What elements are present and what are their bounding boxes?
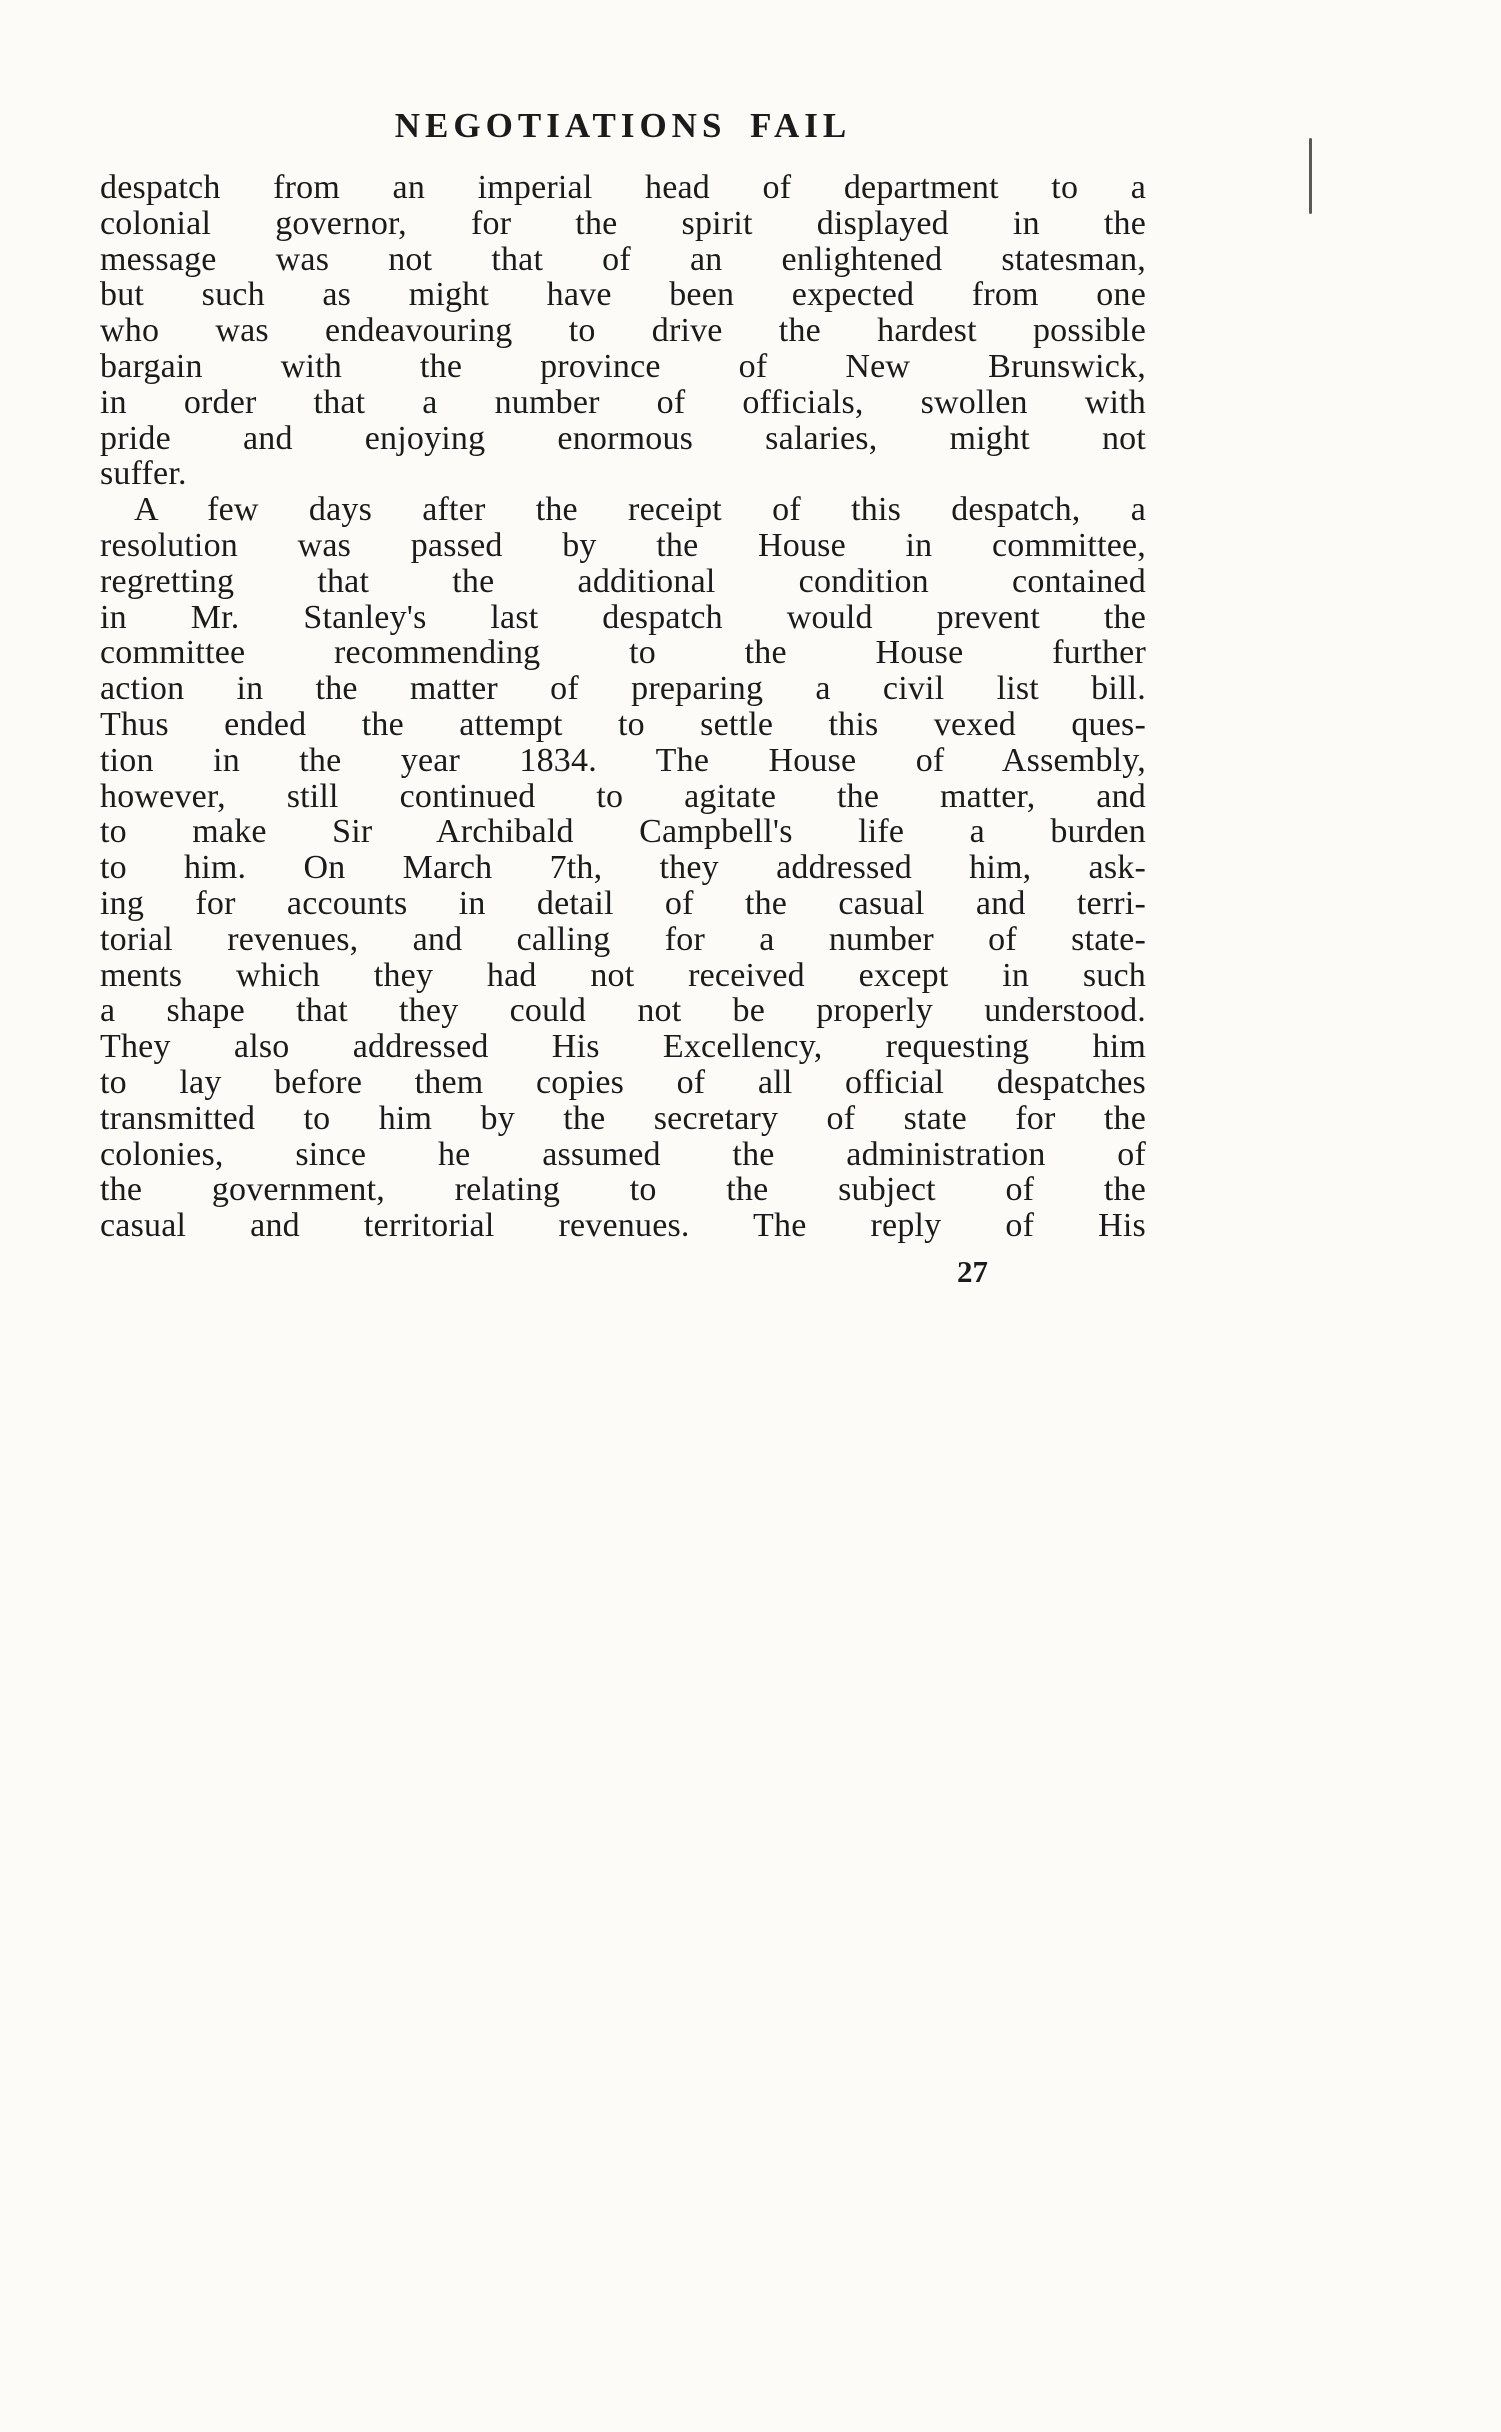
text-line: They also addressed His Excellency, requesting him [100, 1028, 1146, 1066]
text-line: action in the matter of preparing a civil list bill. [100, 670, 1146, 708]
text-line: the government, relating to the subject of the [100, 1171, 1146, 1209]
text-line: in order that a number of officials, swollen with [100, 383, 1146, 421]
text-line: colonies, since he assumed the administration of [100, 1135, 1146, 1173]
text-line: casual and territorial revenues. The reply of His [100, 1207, 1146, 1245]
text-line: bargain with the province of New Brunswick, [100, 347, 1146, 385]
text-line: to lay before them copies of all official despatches [100, 1063, 1146, 1101]
text-line: torial revenues, and calling for a number of state- [100, 920, 1146, 958]
text-line: ments which they had not received except in such [100, 956, 1146, 994]
text-line: to make Sir Archibald Campbell's life a burden [100, 813, 1146, 851]
text-line: A few days after the receipt of this despatch, a [134, 491, 1146, 529]
text-line: in Mr. Stanley's last despatch would prevent the [100, 598, 1146, 636]
page-number: 27 [957, 1254, 988, 1289]
text-line: but such as might have been expected from one [100, 276, 1146, 314]
text-line: resolution was passed by the House in committee, [100, 526, 1146, 564]
text-line: despatch from an imperial head of department to a [100, 169, 1146, 206]
text-line: colonial governor, for the spirit displayed in the [100, 204, 1146, 242]
text-line: to him. On March 7th, they addressed him, ask- [100, 849, 1146, 887]
text-line: ing for accounts in detail of the casual and terri- [100, 884, 1146, 922]
text-line: suffer. [100, 455, 187, 493]
text-line: pride and enjoying enormous salaries, might not [100, 419, 1146, 457]
text-block [100, 170, 1146, 1244]
text-line: who was endeavouring to drive the hardest possible [100, 312, 1146, 350]
text-line: however, still continued to agitate the matter, and [100, 777, 1146, 815]
running-header: NEGOTIATIONS FAIL [394, 106, 852, 145]
text-line: regretting that the additional condition contained [100, 562, 1146, 600]
text-line: tion in the year 1834. The House of Assembly, [100, 741, 1146, 779]
scan-artifact-line [1309, 138, 1312, 214]
text-line: a shape that they could not be properly understood. [100, 992, 1146, 1030]
text-line: message was not that of an enlightened statesman, [100, 240, 1146, 278]
text-line: Thus ended the attempt to settle this vexed ques- [100, 705, 1146, 743]
text-line: committee recommending to the House further [100, 634, 1146, 672]
text-line: transmitted to him by the secretary of state for the [100, 1099, 1146, 1137]
